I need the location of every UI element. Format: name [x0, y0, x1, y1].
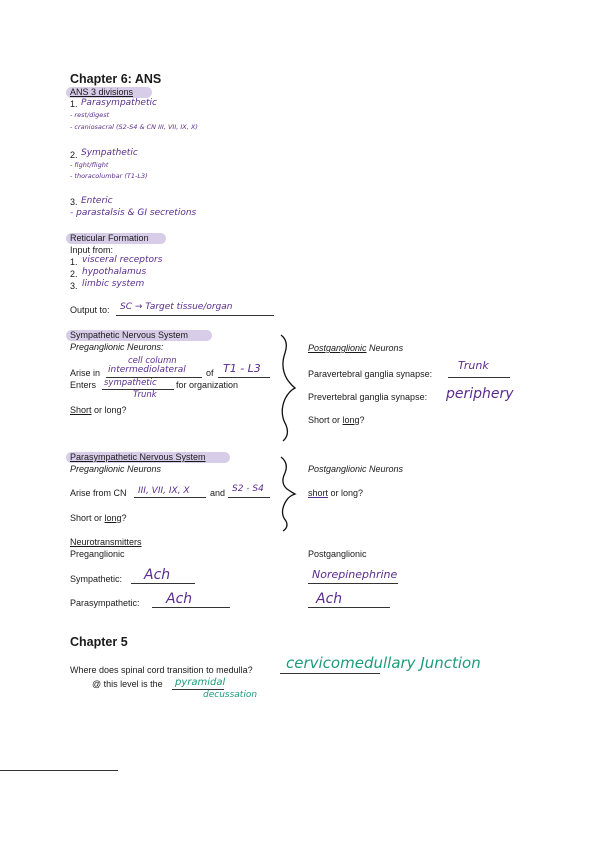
short-answer: Short [70, 405, 92, 415]
chapter6-title: Chapter 6: ANS [70, 72, 162, 86]
input-num-3: 3. [70, 281, 78, 291]
prevertebral-label: Prevertebral ganglia synapse: [308, 392, 428, 402]
arise-prefix: Arise in [70, 368, 101, 378]
level-answer: pyramidal [175, 677, 226, 688]
post-short-or-long [308, 415, 365, 425]
symp-post-answer: Norepinephrine [312, 568, 398, 581]
division1-name: Parasympathetic [81, 98, 157, 108]
output-label: Output to: [70, 305, 110, 315]
blank-line [448, 377, 510, 378]
input-num-2: 2. [70, 269, 78, 279]
question-text: Short or [308, 415, 343, 425]
blank-line [228, 497, 270, 498]
blank-line [131, 583, 195, 584]
symp-pre-heading: Preganglionic Neurons: [70, 342, 164, 352]
symp-post-heading [308, 343, 403, 353]
para-arise-and: and [210, 488, 226, 498]
chapter5-question: Where does spinal cord transition to medulla? [70, 665, 253, 675]
question-text: or long? [91, 405, 127, 415]
input-item-2: hypothalamus [82, 267, 147, 277]
arise-level: T1 - L3 [223, 362, 261, 375]
post-label: Postganglionic [308, 549, 367, 559]
input-label: Input from: [70, 245, 114, 255]
para-short-or-long [70, 513, 127, 523]
chapter5-answer: cervicomedullary Junction [286, 654, 481, 672]
question-mark: ? [359, 415, 365, 425]
division2-line2: - thoracolumbar (T1-L3) [70, 172, 148, 180]
enters-suffix: for organization [176, 380, 239, 390]
question-mark: ? [121, 513, 127, 523]
division3-name: Enteric [81, 196, 113, 206]
enters-answer-sub: Trunk [133, 390, 157, 400]
enters-answer: sympathetic [104, 378, 157, 388]
blank-line [280, 673, 380, 674]
para-post-heading: Postganglionic Neurons [308, 464, 404, 474]
blank-line [308, 607, 390, 608]
chapter5-title: Chapter 5 [70, 635, 128, 649]
para-arise-answer: III, VII, IX, X [138, 486, 190, 496]
blank-line [152, 607, 230, 608]
level-prefix: @ this level is the [92, 679, 163, 689]
division2-line1: - fight/flight [70, 161, 109, 169]
para-nt-label: Parasympathetic: [70, 598, 140, 608]
pre-label: Preganglionic [70, 549, 125, 559]
sympathetic-heading: Sympathetic Nervous System [70, 330, 189, 340]
input-num-1: 1. [70, 257, 78, 267]
post-heading-word: Postganglionic [308, 343, 367, 353]
prevertebral-answer: periphery [446, 386, 514, 402]
question-text: Short or [70, 513, 105, 523]
blank-line [308, 583, 398, 584]
para-post-answer: Ach [316, 591, 343, 607]
parasympathetic-heading: Parasympathetic Nervous System [70, 452, 206, 462]
division2-num: 2. [70, 150, 78, 160]
question-text: or long? [328, 488, 364, 498]
paravertebral-answer: Trunk [458, 359, 489, 372]
arise-of: of [206, 368, 214, 378]
input-item-1: visceral receptors [82, 255, 163, 265]
output-answer: SC → Target tissue/organ [120, 302, 233, 312]
neurotransmitters-heading: Neurotransmitters [70, 537, 142, 547]
curly-brace-icon [277, 333, 297, 443]
curly-brace-icon [277, 455, 297, 533]
blank-line [116, 315, 274, 316]
paravertebral-label: Paravertebral ganglia synapse: [308, 369, 433, 379]
footnote-separator [0, 770, 118, 771]
post-heading-rest: Neurons [366, 343, 404, 353]
para-arise-prefix: Arise from CN [70, 488, 127, 498]
division3-num: 3. [70, 197, 78, 207]
divisions-heading: ANS 3 divisions [70, 87, 134, 97]
arise-answer-top: cell column [128, 356, 177, 366]
reticular-heading: Reticular Formation [70, 233, 149, 243]
para-post-short-or-long [308, 488, 363, 498]
long-answer: long [342, 415, 360, 425]
para-arise-level: S2 - S4 [232, 484, 264, 494]
blank-line [134, 497, 206, 498]
long-answer: long [104, 513, 122, 523]
symp-short-or-long [70, 405, 127, 415]
para-pre-heading: Preganglionic Neurons [70, 464, 162, 474]
symp-nt-label: Sympathetic: [70, 574, 123, 584]
division1-line2: - craniosacral (S2-S4 & CN III, VII, IX, X) [70, 123, 198, 131]
division2-name: Sympathetic [81, 148, 138, 158]
division1-num: 1. [70, 99, 78, 109]
short-answer: short [308, 488, 329, 498]
symp-pre-answer: Ach [144, 567, 171, 583]
division1-line1: - rest/digest [70, 111, 110, 119]
division3-line1: - parastalsis & GI secretions [70, 208, 197, 218]
enters-prefix: Enters [70, 380, 97, 390]
para-pre-answer: Ach [166, 591, 193, 607]
arise-answer: intermediolateral [108, 365, 186, 375]
input-item-3: limbic system [82, 279, 145, 289]
level-answer-sub: decussation [203, 690, 258, 700]
blank-line [218, 377, 270, 378]
